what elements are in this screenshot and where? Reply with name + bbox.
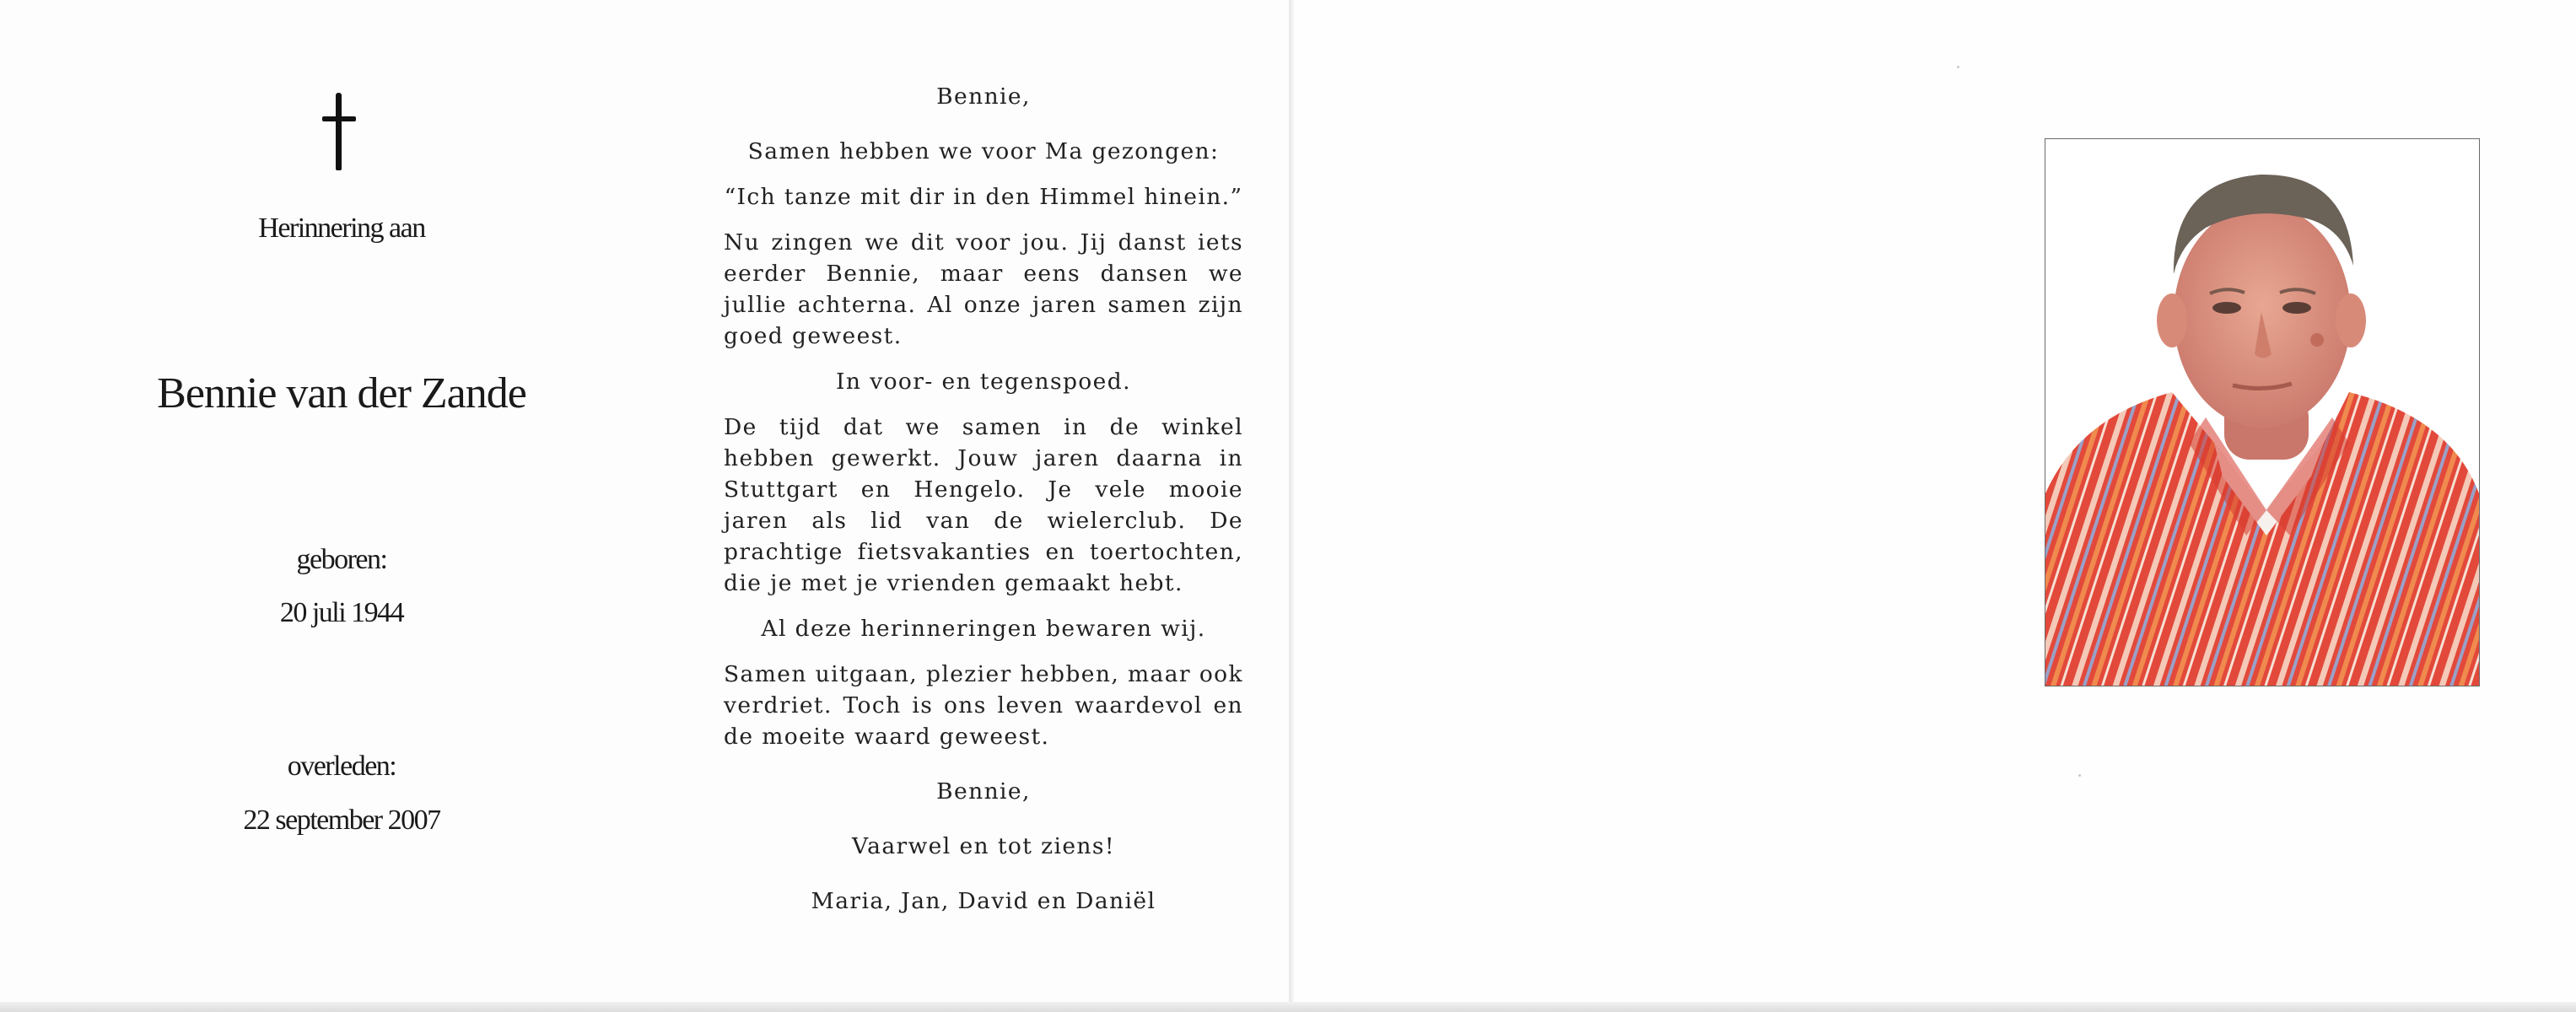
verse-line: In voor- en tegenspoed. <box>836 369 1131 395</box>
verse-salutation: Bennie, <box>936 83 1031 110</box>
verse-paragraph: De tijd dat we samen in de winkel hebben gewerkt. Jouw jaren daarna in Stuttgart en Hengelo. Je vele mooie jaren als lid van de wielerclub. De prachtige fietsvakanties en toertochten, die je met je vrienden gemaakt hebt. <box>724 414 1243 596</box>
verse-signature: Maria, Jan, David en Daniël <box>811 888 1156 914</box>
verse-line: Al deze herinneringen bewaren wij. <box>761 616 1206 642</box>
card-bottom-edge <box>0 1002 2576 1012</box>
memorial-verse <box>724 81 1243 931</box>
verse-quote: “Ich tanze mit dir in den Himmel hinein.” <box>724 184 1243 210</box>
died-date: 22 september 2007 <box>243 805 440 836</box>
born-label: geboren: <box>296 544 387 575</box>
portrait-photo <box>2045 138 2480 686</box>
paper-speck <box>1957 66 1959 68</box>
verse-paragraph: Samen uitgaan, plezier hebben, maar ook verdriet. Toch is ons leven waardevol en de moeite waard geweest. <box>724 661 1243 750</box>
verse-paragraph: Nu zingen we dit voor jou. Jij danst iets eerder Bennie, maar eens dansen we jullie achterna. Al onze jaren samen zijn goed geweest. <box>724 229 1243 349</box>
latin-cross-icon <box>321 93 358 170</box>
paper-speck <box>2078 774 2081 777</box>
remembrance-heading: Herinnering aan <box>258 213 425 244</box>
verse-closing-name: Bennie, <box>936 778 1031 805</box>
verse-farewell: Vaarwel en tot ziens! <box>852 833 1115 859</box>
card-inner-left <box>0 0 1290 1004</box>
died-label: overleden: <box>287 751 396 782</box>
verse-line: Samen hebben we voor Ma gezongen: <box>747 138 1220 164</box>
deceased-name: Bennie van der Zande <box>157 369 526 417</box>
born-date: 20 juli 1944 <box>279 597 404 628</box>
